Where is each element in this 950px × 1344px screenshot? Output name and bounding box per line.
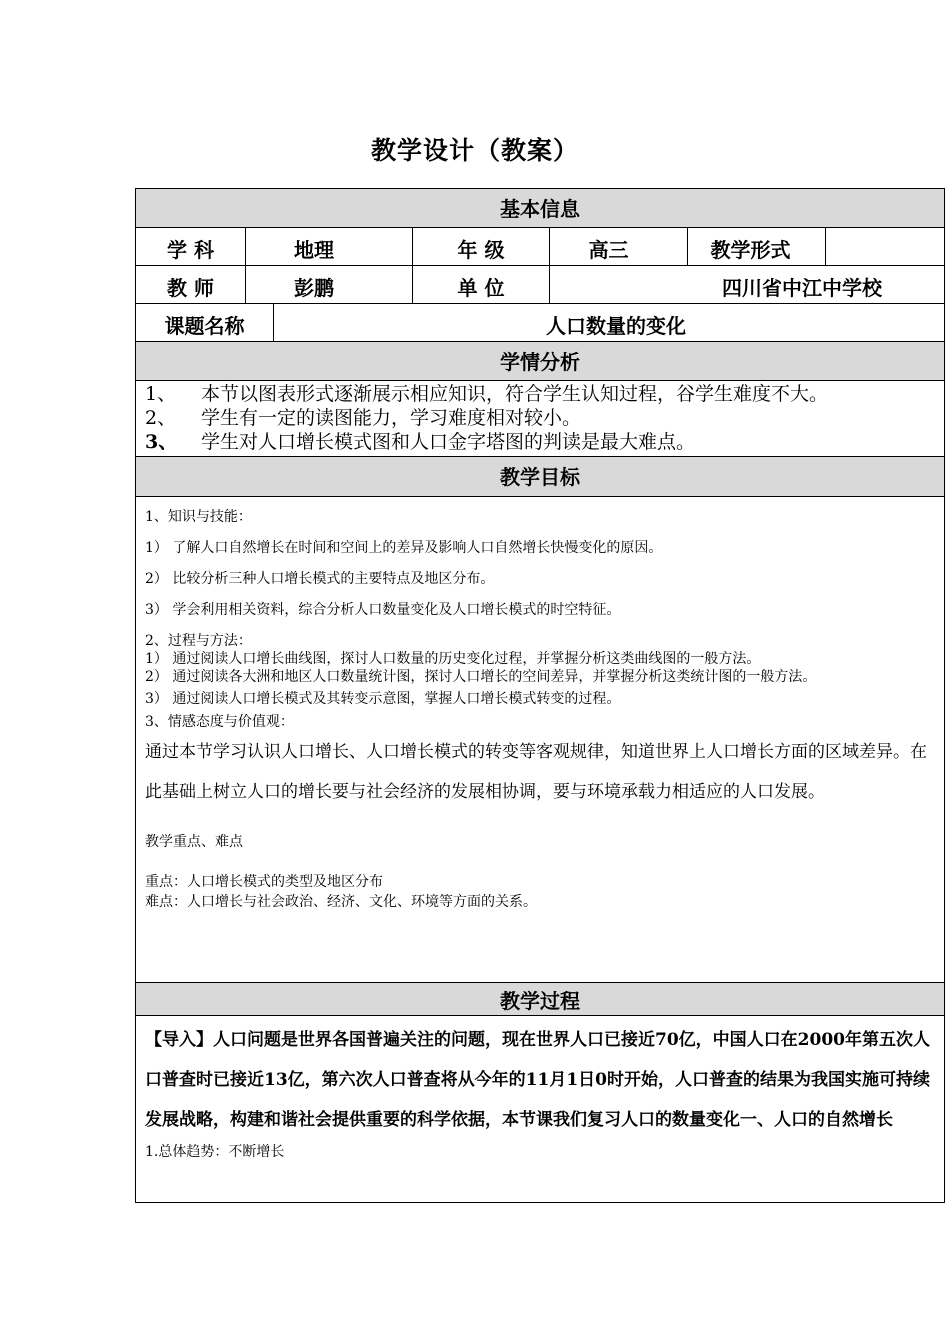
analysis-header-row	[136, 341, 944, 380]
process-method-title: 2、过程与方法：	[145, 633, 252, 649]
topic-row	[136, 303, 944, 341]
process-method-item: 3） 通过阅读人口增长模式及其转变示意图，掌握人口增长模式转变的过程。	[145, 691, 621, 707]
objectives-header-row	[136, 456, 944, 496]
page-title: 教学设计（教案）	[370, 136, 579, 165]
difficulty-point: 难点：人口增长与社会政治、经济、文化、环境等方面的关系。	[145, 894, 537, 910]
knowledge-title: 1、知识与技能：	[145, 509, 252, 525]
analysis-header: 学情分析	[500, 350, 580, 374]
grade-value: 高三	[549, 228, 687, 265]
focus-title: 教学重点、难点	[145, 834, 243, 850]
unit-value: 四川省中江中学校	[549, 266, 944, 303]
attitude-title: 3、情感态度与价值观：	[145, 714, 294, 730]
subject-label: 学 科	[167, 238, 214, 262]
process-header-row	[136, 982, 944, 1015]
process-header: 教学过程	[500, 989, 580, 1013]
form-label: 教学形式	[687, 228, 825, 265]
knowledge-item: 2） 比较分析三种人口增长模式的主要特点及地区分布。	[145, 571, 495, 587]
process-method-item: 1） 通过阅读人口增长曲线图，探讨人口数量的历史变化过程，并掌握分析这类曲线图的一般方法。	[145, 651, 761, 667]
basic-info-header: 基本信息	[500, 197, 580, 221]
key-point: 重点：人口增长模式的类型及地区分布	[145, 874, 383, 890]
topic-value: 人口数量的变化	[273, 304, 944, 341]
analysis-content	[136, 380, 944, 456]
attitude-text: 通过本节学习认识人口增长、人口增长模式的转变等客观规律，知道世界上人口增长方面的区域差异。在此基础上树立人口的增长要与社会经济的发展相协调，要与环境承载力相适应的人口发展。	[145, 742, 927, 802]
analysis-item: 1、 本节以图表形式逐渐展示相应知识，符合学生认知过程，谷学生难度不大。	[145, 383, 829, 405]
grade-label: 年 级	[412, 228, 549, 265]
analysis-item: 2、 学生有一定的读图能力，学习难度相对较小。	[145, 407, 582, 429]
teacher-label: 教 师	[167, 276, 214, 300]
objectives-content	[136, 496, 944, 982]
lesson-plan-table	[135, 188, 945, 1203]
trend-text: 1.总体趋势：不断增长	[145, 1144, 285, 1160]
subject-row	[136, 227, 944, 265]
teacher-value: 彭鹏	[245, 266, 412, 303]
teacher-row	[136, 265, 944, 303]
unit-label: 单 位	[412, 266, 549, 303]
process-method-item: 2） 通过阅读各大洲和地区人口数量统计图，探讨人口增长的空间差异，并掌握分析这类统计图的一般方法。	[145, 669, 817, 685]
form-value	[825, 228, 944, 265]
basic-info-header-row	[136, 188, 944, 227]
intro-text: 【导入】人口问题是世界各国普遍关注的问题，现在世界人口已接近70亿，中国人口在2000年第五次人口普查时已接近13亿，第六次人口普查将从今年的11月1日0时开始，人口普查的结果为我国实施可持续发展战略，构建和谐社会提供重要的科学依据，本节课我们复习人口的数量变化一、人口的自然增长	[145, 1030, 930, 1130]
topic-label: 课题名称	[164, 314, 245, 338]
knowledge-item: 1） 了解人口自然增长在时间和空间上的差异及影响人口自然增长快慢变化的原因。	[145, 540, 663, 556]
analysis-item: 3、 学生对人口增长模式图和人口金字塔图的判读是最大难点。	[145, 431, 696, 453]
subject-value: 地理	[245, 228, 412, 265]
objectives-header: 教学目标	[500, 465, 580, 489]
knowledge-item: 3） 学会利用相关资料，综合分析人口数量变化及人口增长模式的时空特征。	[145, 602, 621, 618]
process-content	[136, 1015, 944, 1202]
